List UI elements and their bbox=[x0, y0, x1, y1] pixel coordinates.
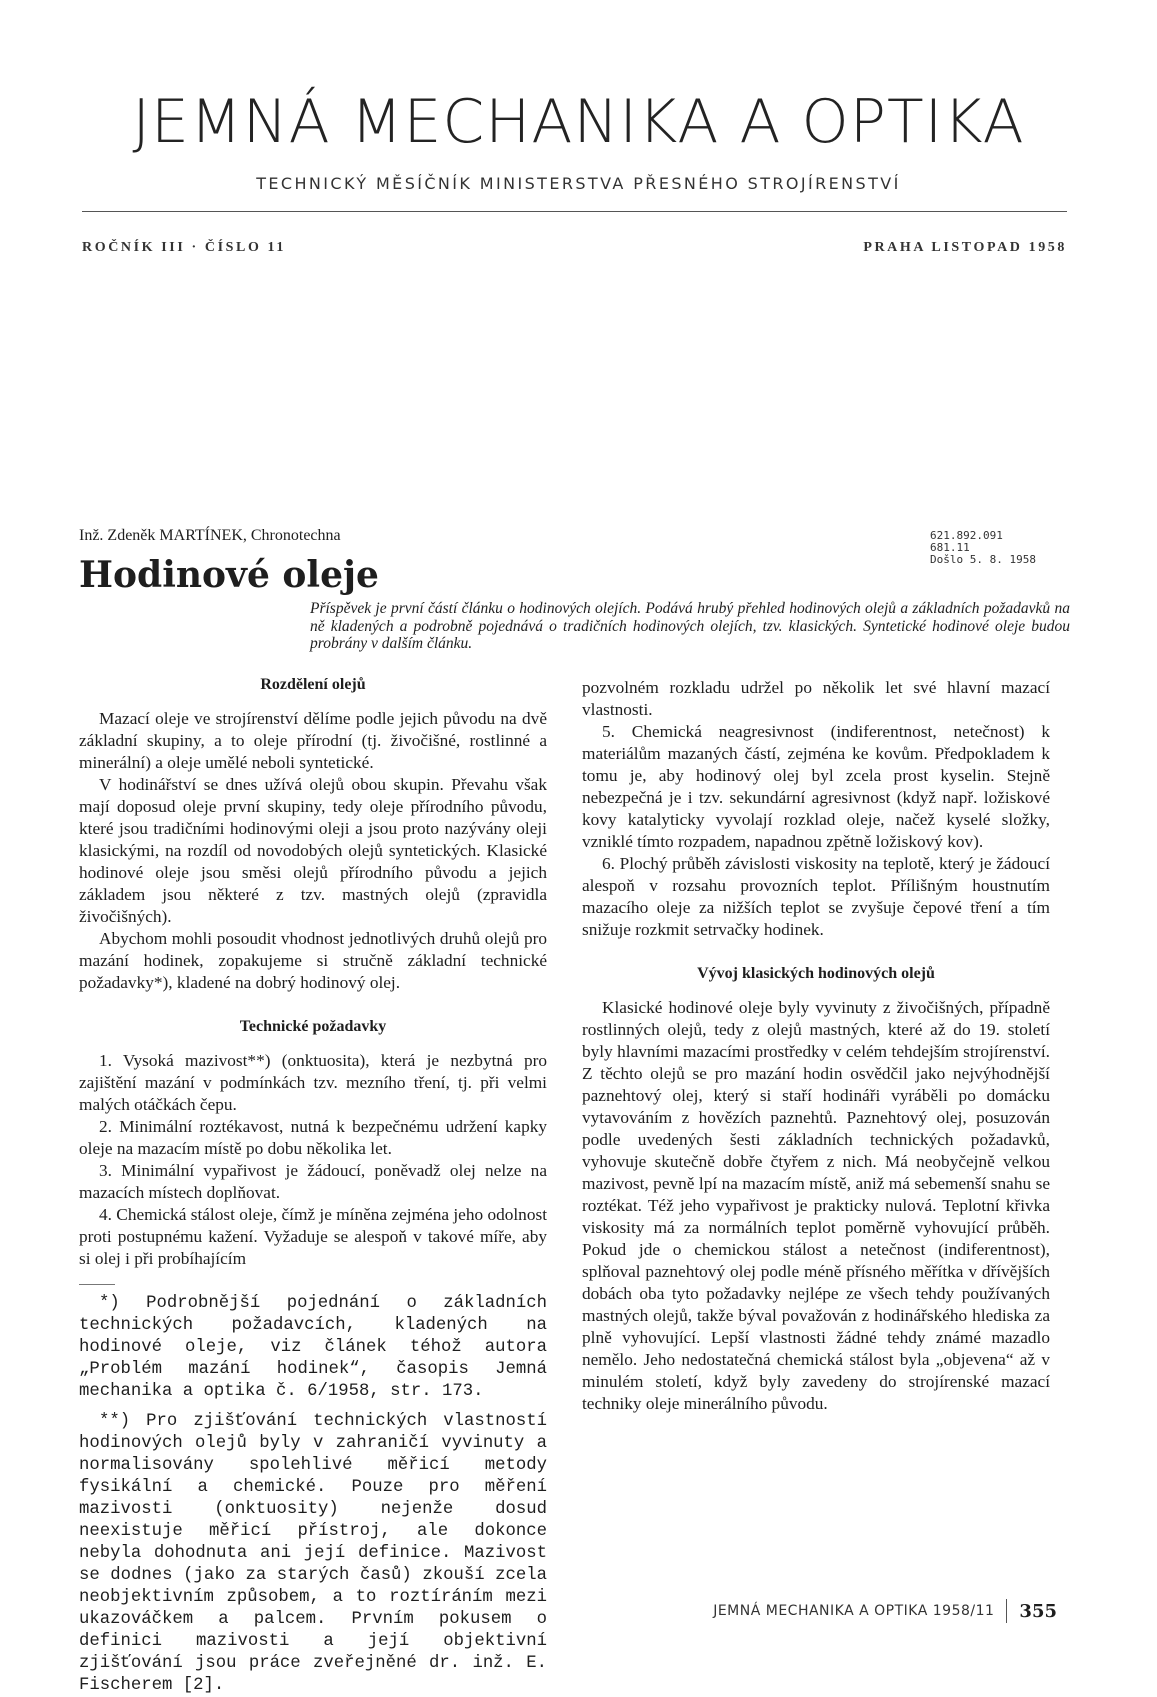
journal-subtitle: TECHNICKÝ MĚSÍČNÍK MINISTERSTVA PŘESNÉHO STROJÍRENSTVÍ bbox=[256, 174, 901, 193]
footnote: **) Pro zjišťování technických vlastností hodinových olejů byly v zahraničí vyvinuty a normalisovány spolehlivé měřicí metody fysikální a chemické. Pouze pro měření mazivosti (onktuosity) nejenže dosud neexistuje měřicí přístroj, ale dokonce nebyla dohodnuta ani její definice. Mazivost se dodnes (jako za starých časů) zkouší zcela neobjektivním způsobem, a to roztíráním mezi ukazováčkem a palcem. Prvním pokusem o definici mazivosti a její objektivní zjišťování jsou práce zveřejněné dr. inž. E. Fischerem [2]. bbox=[79, 1412, 547, 1695]
section-heading: Rozdělení olejů bbox=[260, 676, 366, 693]
section-heading: Vývoj klasických hodinových olejů bbox=[697, 965, 935, 982]
requirement-item: 6. Plochý průběh závislosti viskosity na teplotě, který je žádoucí alespoň v rozsahu provozních teplot. Přílišným houstnutím mazacího oleje za nižších teplot se zvyšuje čepové tření a tím snižuje rozkmit setrvačky hodinek. bbox=[582, 854, 1050, 939]
place-date: PRAHA LISTOPAD 1958 bbox=[863, 240, 1067, 255]
received-date: Došlo 5. 8. 1958 bbox=[930, 553, 1036, 566]
requirement-item: 2. Minimální roztékavost, nutná k bezpečnému udržení kapky oleje na mazacím místě po dobu několika let. bbox=[79, 1117, 547, 1158]
paragraph: Mazací oleje ve strojírenství dělíme podle jejich původu na dvě základní skupiny, a to oleje přírodní (tj. živočišné, rostlinné a minerální) a oleje umělé neboli syntetické. bbox=[79, 709, 547, 772]
right-column bbox=[582, 677, 1050, 1415]
requirement-item: 5. Chemická neagresivnost (indiferentnost, netečnost) k materiálům mazaných částí, zejména ke kovům. Předpokladem k tomu je, aby hodinový olej byl zcela prost kyselin. Stejně nebezpečná je i tzv. sekundární agresivnost (když např. ložiskové kovy katalyticky vyvolají rozklad oleje, načež kyselé složky, vzniklé tímto rozpadem, napadnou zpětně ložiskový kov). bbox=[582, 722, 1050, 851]
footnote: *) Podrobnější pojednání o základních technických požadavcích, kladených na hodinové oleje, viz článek téhož autora „Problém mazání hodinek“, časopis Jemná mechanika a optika č. 6/1958, str. 173. bbox=[79, 1294, 547, 1401]
page-number: 355 bbox=[1019, 1600, 1057, 1622]
udc-codes bbox=[930, 530, 1036, 566]
article-author: Inž. Zdeněk MARTÍNEK, Chronotechna bbox=[79, 527, 341, 544]
requirement-item: 4. Chemická stálost oleje, čímž je míněna zejména jeho odolnost proti postupnému kažení. Vyžaduje se alespoň v takové míře, aby si olej i při probíhajícím bbox=[79, 1205, 547, 1268]
article-abstract: Příspěvek je první částí článku o hodinových olejích. Podává hrubý přehled hodinových olejů a základních požadavků na ně kladených a podrobně pojednává o tradičních hodinových olejích, tzv. klasických. Syntetické hodinové oleje budou probrány v dalším článku. bbox=[310, 600, 1070, 652]
journal-title: JEMNÁ MECHANIKA A OPTIKA bbox=[132, 87, 1025, 157]
footer-journal: JEMNÁ MECHANIKA A OPTIKA 1958/11 bbox=[713, 1603, 995, 1619]
issue-number: ROČNÍK III · ČÍSLO 11 bbox=[82, 240, 286, 255]
paragraph: pozvolném rozkladu udržel po několik let své hlavní mazací vlastnosti. bbox=[582, 678, 1050, 719]
left-column bbox=[79, 676, 547, 1697]
masthead-divider bbox=[82, 211, 1067, 212]
paragraph: Klasické hodinové oleje byly vyvinuty z živočišných, případně rostlinných olejů, tedy z olejů mastných, které až do 19. století byly hlavními mazacími prostředky v celém tehdejším strojírenství. Z těchto olejů se pro mazání hodin osvědčil jako nejvýhodnější paznehtový olej, který si staří hodináři vyráběli po domácku vytavováním z hovězích paznehtů. Paznehtový olej, posuzován podle uvedených šesti základních technických požadavků, vyhovuje skutečně dobře čtyřem z nich. Má neobyčejně velkou mazivost, pevně lpí na mazacím místě, aniž má sebemenší snahu se roztékat. Též jeho vypařivost je prakticky nulová. Teplotní křivka viskosity má za normálních teplot poměrně vyhovující průběh. Pokud jde o chemickou stálost a netečnost (indiferentnost), splňoval paznehtový olej podle méně přísného měřítka v dřívějších dobách oba tyto požadavky nejlépe ze všech tehdy používaných mastných olejů, takže býval považován z hodinářského hlediska za plně vyhovující. Lepší vlastnosti žádné tehdy známé mazadlo nemělo. Jeho nedostatečná chemická stálost byla „objevena“ až v minulém století, když byly zavedeny do strojírenské mazací techniky oleje minerálního původu. bbox=[582, 998, 1050, 1413]
paragraph: Abychom mohli posoudit vhodnost jednotlivých druhů olejů pro mazání hodinek, zopakujeme si stručně základní technické požadavky*), kladené na dobrý hodinový olej. bbox=[79, 929, 547, 992]
section-heading: Technické požadavky bbox=[239, 1018, 387, 1035]
article-title: Hodinové oleje bbox=[79, 554, 379, 596]
footer-divider bbox=[1006, 1599, 1007, 1623]
requirement-item: 1. Vysoká mazivost**) (onktuosita), která je nezbytná pro zajištění mazání v podmínkách tzv. mezního tření, tj. při velmi malých otáčkách čepu. bbox=[79, 1051, 547, 1114]
paragraph: V hodinářství se dnes užívá olejů obou skupin. Převahu však mají doposud oleje první skupiny, tedy oleje přírodního původu, které jsou tradičními hodinovými oleji a jsou proto nazývány oleji klasickými, na rozdíl od novodobých olejů syntetických. Klasické hodinové oleje jsou směsi olejů přírodního původu a jejich základem jsou některé z tzv. mastných olejů (zpravidla živočišných). bbox=[79, 775, 547, 926]
page-footer bbox=[713, 1599, 1057, 1623]
udc-code: 621.892.091 bbox=[930, 529, 1003, 542]
requirement-item: 3. Minimální vypařivost je žádoucí, poněvadž olej nelze na mazacích místech doplňovat. bbox=[79, 1161, 547, 1202]
udc-code: 681.11 bbox=[930, 541, 970, 554]
